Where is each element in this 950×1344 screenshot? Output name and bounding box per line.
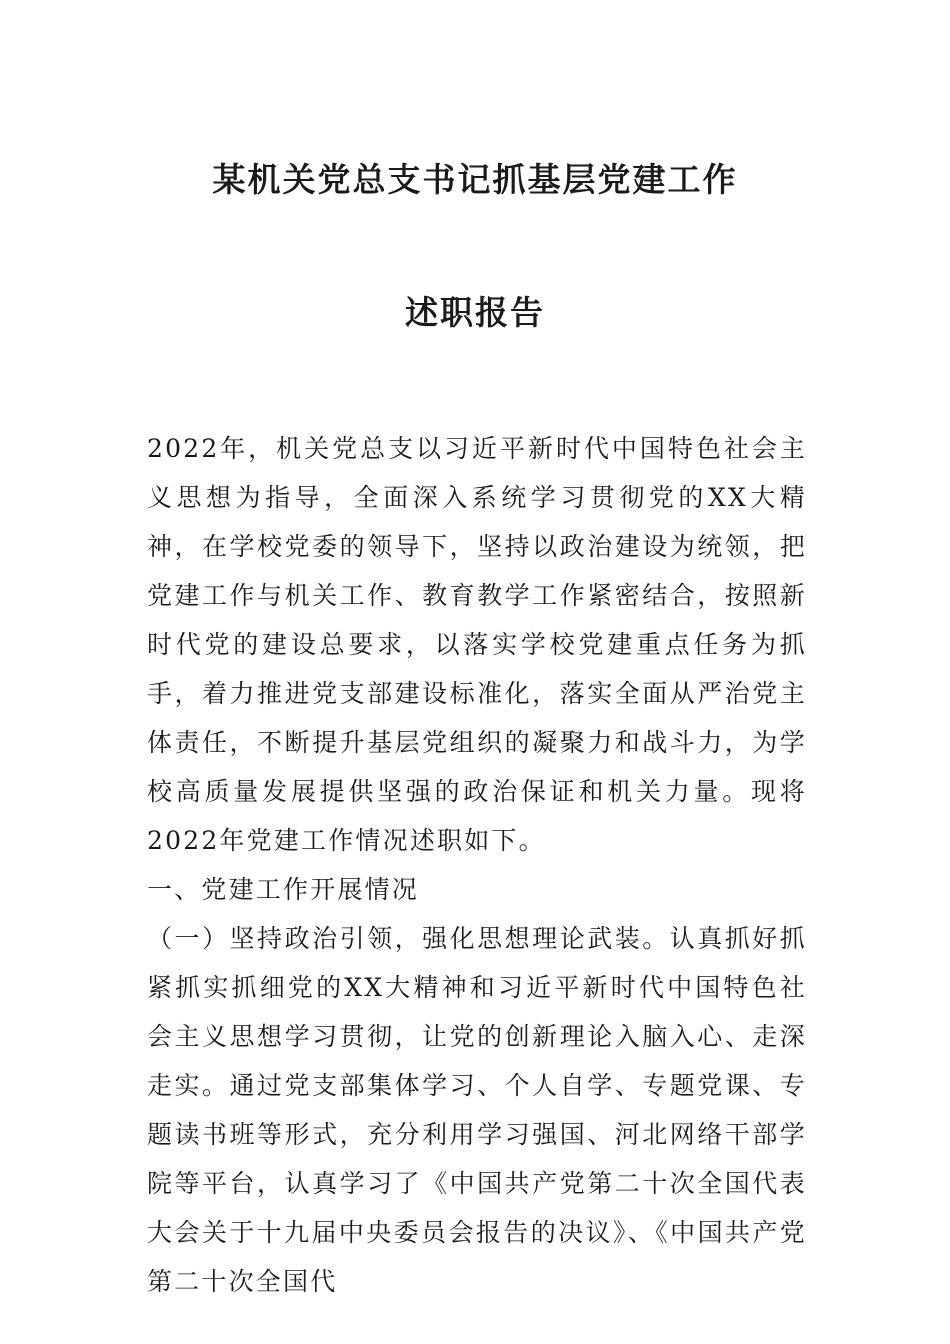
intro-paragraph: 2022年，机关党总支以习近平新时代中国特色社会主义思想为指导，全面深入系统学习贯彻党的XX大精神，在学校党委的领导下，坚持以政治建设为统领，把党建工作与机关工作、教育教学工作紧密结合，按照新时代党的建设总要求，以落实学校党建重点任务为抓手，着力推进党支部建设标准化，落实全面从严治党主体责任，不断提升基层党组织的凝聚力和战斗力，为学校高质量发展提供坚强的政治保证和机关力量。现将2022年党建工作情况述职如下。 (147, 434, 807, 855)
document-subtitle: 述职报告 (405, 293, 545, 332)
section-heading: 一、党建工作开展情况 (147, 875, 420, 904)
body-paragraph: （一）坚持政治引领，强化思想理论武装。认真抓好抓紧抓实抓细党的XX大精神和习近平新时代中国特色社会主义思想学习贯彻，让党的创新理论入脑入心、走深走实。通过党支部集体学习、个人自学、专题党课、专题读书班等形式，充分利用学习强国、河北网络干部学院等平台，认真学习了《中国共产党第二十次全国代表大会关于十九届中央委员会报告的决议》、《中国共产党第二十次全国代 (147, 924, 807, 1296)
document-title: 某机关党总支书记抓基层党建工作 (212, 160, 738, 199)
document-body (147, 424, 807, 1306)
